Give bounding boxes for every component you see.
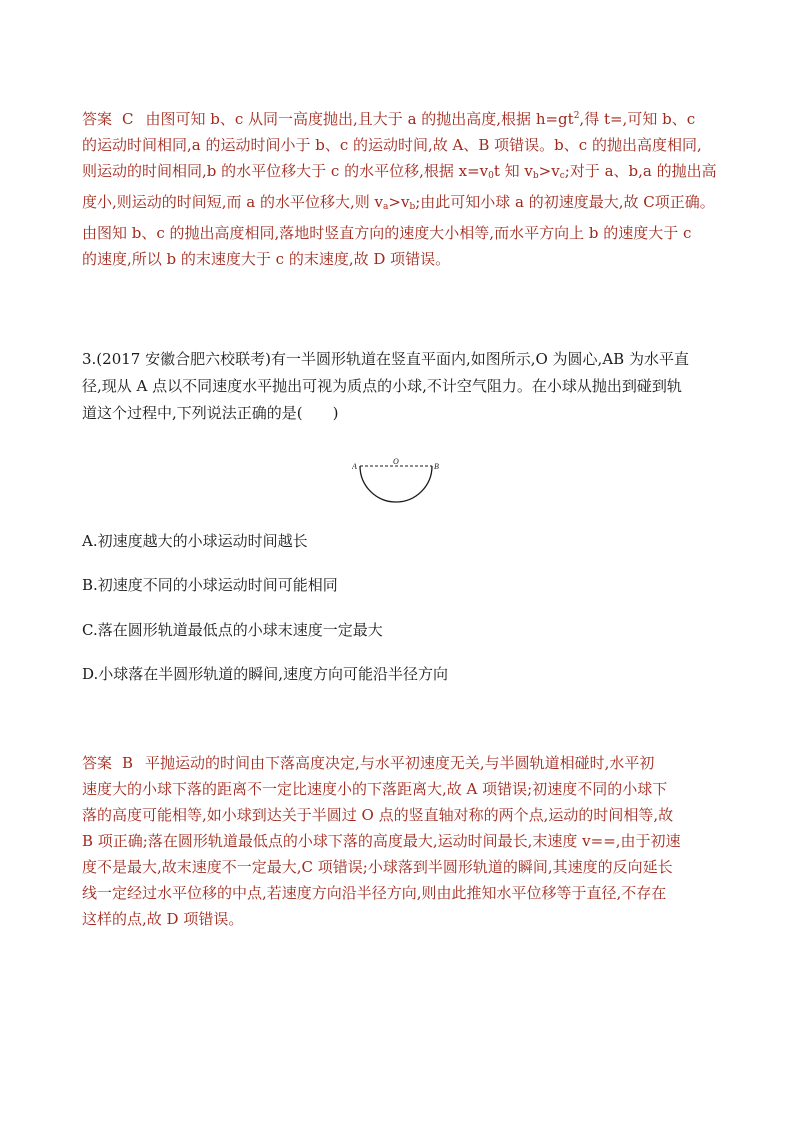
answer-line [82, 103, 722, 132]
question-line: 径,现从 A 点以不同速度水平抛出可视为质点的小球,不计空气阻力。在小球从抛出到碰到轨 [82, 377, 682, 395]
answer-key: B [122, 754, 134, 772]
question-line: 道这个过程中,下列说法正确的是( ) [82, 404, 339, 422]
semicircle-arc [360, 466, 432, 502]
answer-tag: 答案 [82, 754, 113, 772]
answer-line: 这样的点,故 D 项错误。 [82, 910, 244, 928]
answer-text: ,得 t=,可知 b、c [579, 110, 696, 128]
answer-text: ;对于 a、b,a 的抛出高 [564, 162, 717, 180]
option-d: D.小球落在半圆形轨道的瞬间,速度方向可能沿半径方向 [82, 665, 449, 683]
option-c: C.落在圆形轨道最低点的小球末速度一定最大 [82, 621, 383, 639]
label-b: B [434, 462, 439, 471]
answer-line: 的速度,所以 b 的末速度大于 c 的末速度,故 D 项错误。 [82, 250, 451, 268]
question-line: 3.(2017 安徽合肥六校联考)有一半圆形轨道在竖直平面内,如图所示,O 为圆心,AB 为水平直 [82, 350, 689, 368]
semicircle-track-figure [352, 456, 442, 516]
subscript: 0 [488, 171, 494, 181]
answer-line: 度不是最大,故末速度不一定最大,C 项错误;小球落到半圆形轨道的瞬间,其速度的反向延长 [82, 858, 673, 876]
answer-line: 的运动时间相同,a 的运动时间小于 b、c 的运动时间,故 A、B 项错误。b、c 的抛出高度相同, [82, 136, 702, 154]
answer-line: 落的高度可能相等,如小球到达关于半圆过 O 点的竖直轴对称的两个点,运动的时间相等,故 [82, 806, 674, 824]
answer-tag: 答案 [82, 110, 113, 128]
superscript: 2 [573, 111, 580, 121]
answer-line [82, 189, 722, 220]
label-o: O [393, 457, 399, 466]
subscript: c [559, 171, 565, 181]
option-a: A.初速度越大的小球运动时间越长 [82, 532, 308, 550]
subscript: b [409, 202, 416, 212]
answer-block-2 [82, 750, 722, 932]
answer-text: >v [538, 162, 560, 180]
answer-line [82, 158, 722, 189]
question-3-stem [82, 346, 722, 427]
answer-line [82, 750, 722, 776]
answer-line: 由图知 b、c 的抛出高度相同,落地时竖直方向的速度大小相等,而水平方向上 b 的速度大于 c [82, 224, 692, 242]
answer-text: t 知 v [493, 162, 533, 180]
subscript: b [532, 171, 539, 181]
answer-text: ;由此可知小球 a 的初速度最大,故 C项正确。 [415, 193, 715, 211]
answer-text: 则运动的时间相同,b 的水平位移大于 c 的水平位移,根据 x=v [82, 162, 489, 180]
answer-text: 平抛运动的时间由下落高度决定,与水平初速度无关,与半圆轨道相碰时,水平初 [145, 754, 655, 772]
answer-line: 速度大的小球下落的距离不一定比速度小的下落距离大,故 A 项错误;初速度不同的小球下 [82, 780, 668, 798]
option-b: B.初速度不同的小球运动时间可能相同 [82, 576, 338, 594]
answer-line: 线一定经过水平位移的中点,若速度方向沿半径方向,则由此推知水平位移等于直径,不存在 [82, 884, 667, 902]
answer-text: 由图可知 b、c 从同一高度抛出,且大于 a 的抛出高度,根据 h=gt [145, 110, 574, 128]
answer-text: 度小,则运动的时间短,而 a 的水平位移大,则 v [82, 193, 384, 211]
label-a: A [352, 462, 357, 471]
answer-block-1 [82, 103, 722, 272]
subscript: a [383, 202, 389, 212]
answer-key: C [122, 110, 134, 128]
answer-text: >v [388, 193, 410, 211]
answer-line: B 项正确;落在圆形轨道最低点的小球下落的高度最大,运动时间最长,末速度 v==,由于初速 [82, 832, 681, 850]
